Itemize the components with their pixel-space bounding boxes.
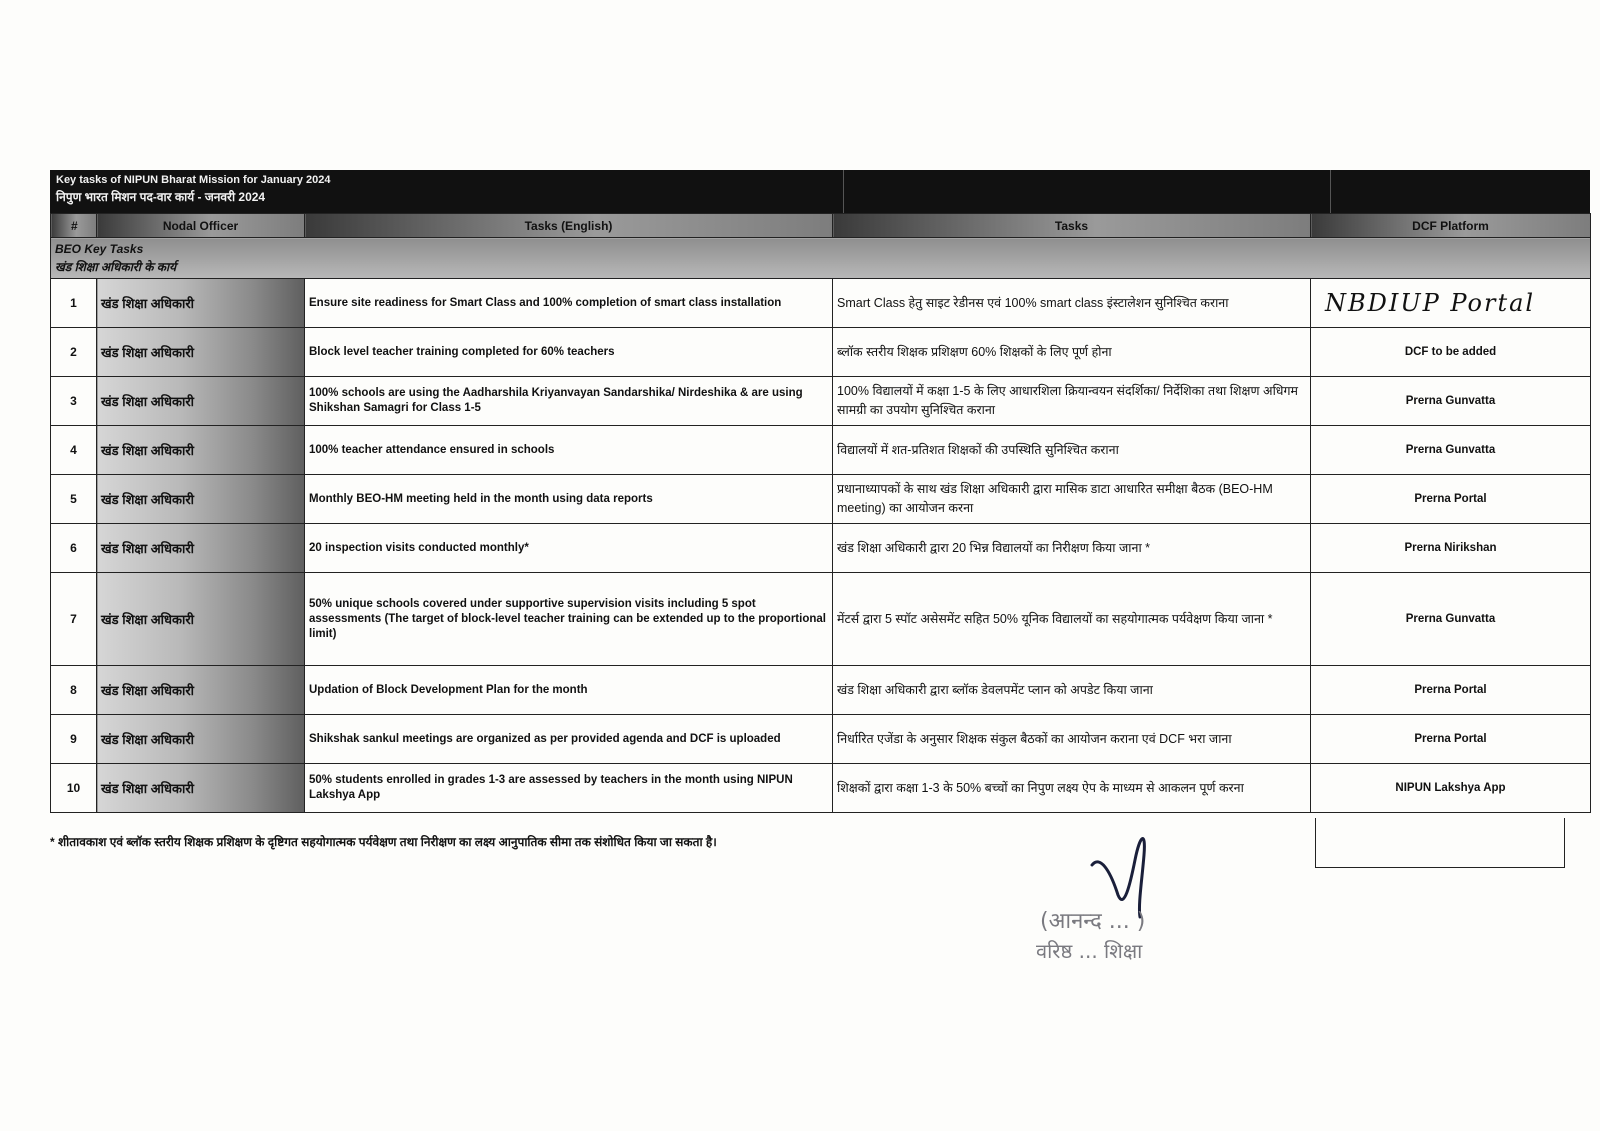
dcf-platform: Prerna Nirikshan xyxy=(1311,524,1591,573)
table-row xyxy=(51,475,1591,524)
col-tasks-hi: Tasks xyxy=(833,214,1311,238)
title-spacer-mid xyxy=(844,170,1331,213)
table-row xyxy=(51,279,1591,328)
task-hi: मेंटर्स द्वारा 5 स्पॉट असेसमेंट सहित 50% यूनिक विद्यालयों का सहयोगात्मक पर्यवेक्षण किया जाना * xyxy=(833,573,1311,666)
row-number: 8 xyxy=(51,666,97,715)
task-hi: खंड शिक्षा अधिकारी द्वारा 20 भिन्न विद्यालयों का निरीक्षण किया जाना * xyxy=(833,524,1311,573)
task-hi: 100% विद्यालयों में कक्षा 1-5 के लिए आधारशिला क्रियान्वयन संदर्शिका/ निर्देशिका तथा शिक्षण अधिगम सामग्री का उपयोग सुनिश्चित कराना xyxy=(833,377,1311,426)
header-row xyxy=(51,214,1591,238)
nodal-officer: खंड शिक्षा अधिकारी xyxy=(97,475,305,524)
task-en: 50% students enrolled in grades 1-3 are assessed by teachers in the month using NIPUN Lakshya App xyxy=(305,764,833,813)
row-number: 7 xyxy=(51,573,97,666)
table-row xyxy=(51,426,1591,475)
title-spacer-right xyxy=(1331,170,1590,213)
dcf-platform: NIPUN Lakshya App xyxy=(1311,764,1591,813)
dcf-platform: NBDIUP Portal xyxy=(1311,279,1591,328)
table-row xyxy=(51,573,1591,666)
task-sheet xyxy=(50,170,1590,813)
task-hi: शिक्षकों द्वारा कक्षा 1-3 के 50% बच्चों का निपुण लक्ष्य ऐप के माध्यम से आकलन पूर्ण करना xyxy=(833,764,1311,813)
task-en: 100% schools are using the Aadharshila Kriyanvayan Sandarshika/ Nirdeshika & are using Shikshan Samagri for Class 1-5 xyxy=(305,377,833,426)
task-en: Monthly BEO-HM meeting held in the month using data reports xyxy=(305,475,833,524)
task-hi: निर्धारित एजेंडा के अनुसार शिक्षक संकुल बैठकों का आयोजन कराना एवं DCF भरा जाना xyxy=(833,715,1311,764)
signatory-name: (आनन्द ... ) xyxy=(1040,909,1146,934)
table-row xyxy=(51,715,1591,764)
row-number: 4 xyxy=(51,426,97,475)
col-tasks-en: Tasks (English) xyxy=(305,214,833,238)
row-number: 5 xyxy=(51,475,97,524)
row-number: 6 xyxy=(51,524,97,573)
task-en: Block level teacher training completed for 60% teachers xyxy=(305,328,833,377)
nodal-officer: खंड शिक्षा अधिकारी xyxy=(97,279,305,328)
title-en: Key tasks of NIPUN Bharat Mission for January 2024 xyxy=(56,174,331,186)
dcf-platform: Prerna Gunvatta xyxy=(1311,573,1591,666)
task-en: Shikshak sankul meetings are organized as per provided agenda and DCF is uploaded xyxy=(305,715,833,764)
task-en: 20 inspection visits conducted monthly* xyxy=(305,524,833,573)
tasks-table xyxy=(50,213,1591,813)
table-row xyxy=(51,377,1591,426)
section-title-hi: खंड शिक्षा अधिकारी के कार्य xyxy=(55,260,177,274)
col-officer: Nodal Officer xyxy=(97,214,305,238)
nodal-officer: खंड शिक्षा अधिकारी xyxy=(97,573,305,666)
empty-cell-box xyxy=(1315,818,1565,868)
footnote: * शीतावकाश एवं ब्लॉक स्तरीय शिक्षक प्रशिक्षण के दृष्टिगत सहयोगात्मक पर्यवेक्षण तथा निरीक्षण का लक्ष्य आनुपातिक सीमा तक संशोधित किया जा सकता है। xyxy=(50,835,717,849)
nodal-officer: खंड शिक्षा अधिकारी xyxy=(97,426,305,475)
row-number: 1 xyxy=(51,279,97,328)
task-hi: प्रधानाध्यापकों के साथ खंड शिक्षा अधिकारी द्वारा मासिक डाटा आधारित समीक्षा बैठक (BEO-HM meeting) का आयोजन करना xyxy=(833,475,1311,524)
col-platform: DCF Platform xyxy=(1311,214,1591,238)
task-en: 100% teacher attendance ensured in schools xyxy=(305,426,833,475)
table-row xyxy=(51,666,1591,715)
nodal-officer: खंड शिक्षा अधिकारी xyxy=(97,764,305,813)
dcf-platform: DCF to be added xyxy=(1311,328,1591,377)
task-hi: ब्लॉक स्तरीय शिक्षक प्रशिक्षण 60% शिक्षकों के लिए पूर्ण होना xyxy=(833,328,1311,377)
section-row xyxy=(51,238,1591,279)
title-block xyxy=(50,170,844,213)
dcf-platform: Prerna Portal xyxy=(1311,666,1591,715)
nodal-officer: खंड शिक्षा अधिकारी xyxy=(97,328,305,377)
signatory-designation: वरिष्ठ ... शिक्षा xyxy=(1036,939,1143,963)
dcf-platform: Prerna Gunvatta xyxy=(1311,377,1591,426)
col-sr: # xyxy=(51,214,97,238)
title-bar xyxy=(50,170,1590,213)
task-hi: विद्यालयों में शत-प्रतिशत शिक्षकों की उपस्थिति सुनिश्चित कराना xyxy=(833,426,1311,475)
nodal-officer: खंड शिक्षा अधिकारी xyxy=(97,715,305,764)
task-en: Ensure site readiness for Smart Class and 100% completion of smart class installation xyxy=(305,279,833,328)
row-number: 10 xyxy=(51,764,97,813)
row-number: 9 xyxy=(51,715,97,764)
nodal-officer: खंड शिक्षा अधिकारी xyxy=(97,524,305,573)
table-row xyxy=(51,764,1591,813)
row-number: 2 xyxy=(51,328,97,377)
dcf-platform: Prerna Portal xyxy=(1311,715,1591,764)
nodal-officer: खंड शिक्षा अधिकारी xyxy=(97,377,305,426)
task-hi: खंड शिक्षा अधिकारी द्वारा ब्लॉक डेवलपमेंट प्लान को अपडेट किया जाना xyxy=(833,666,1311,715)
task-en: Updation of Block Development Plan for the month xyxy=(305,666,833,715)
task-hi: Smart Class हेतु साइट रेडीनस एवं 100% smart class इंस्टालेशन सुनिश्चित कराना xyxy=(833,279,1311,328)
section-title xyxy=(51,238,1591,279)
nodal-officer: खंड शिक्षा अधिकारी xyxy=(97,666,305,715)
task-en: 50% unique schools covered under supportive supervision visits including 5 spot assessments (The target of block-level teacher training can be extended up to the proportional limit) xyxy=(305,573,833,666)
dcf-platform: Prerna Portal xyxy=(1311,475,1591,524)
dcf-platform: Prerna Gunvatta xyxy=(1311,426,1591,475)
table-row xyxy=(51,328,1591,377)
section-title-en: BEO Key Tasks xyxy=(55,242,144,256)
row-number: 3 xyxy=(51,377,97,426)
title-hi: निपुण भारत मिशन पद-वार कार्य - जनवरी 2024 xyxy=(56,190,266,204)
table-row xyxy=(51,524,1591,573)
